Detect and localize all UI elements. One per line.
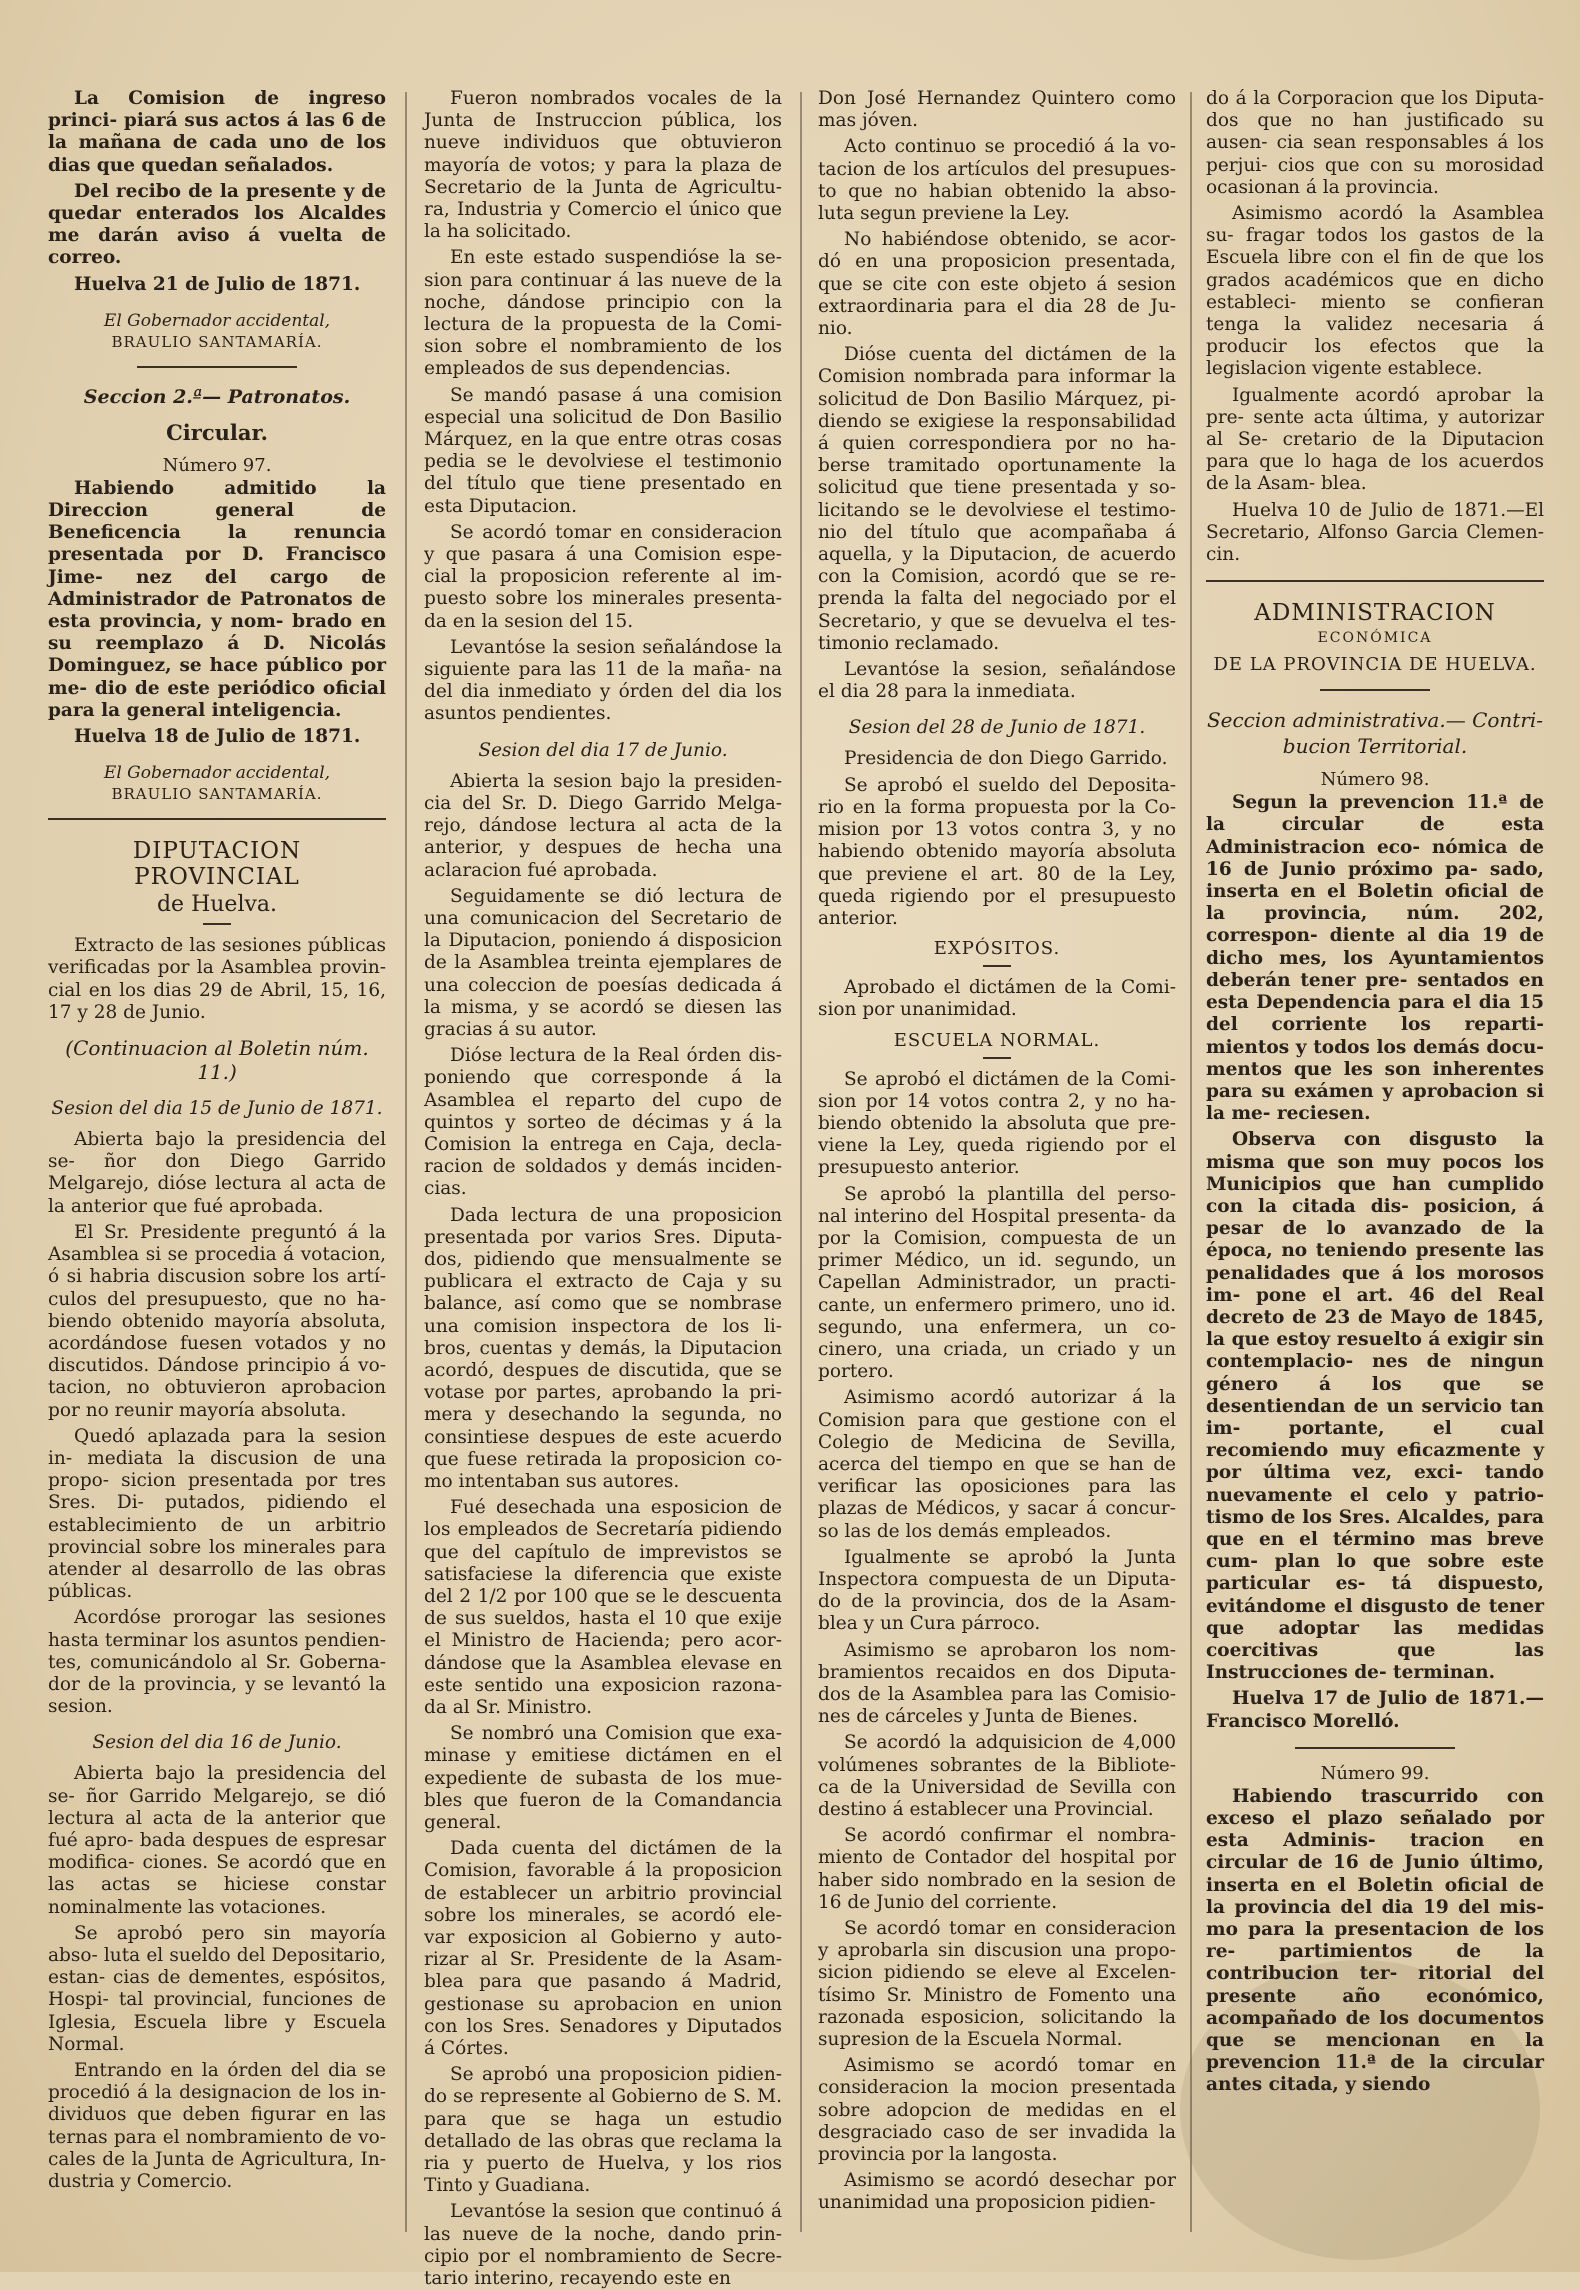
paragraph: Asimismo acordó autorizar á la Comision para que gestione con el Colegio de Medicina de Sevilla, acerca del tiempo en que se han de verificar las oposiciones para las plazas de Médicos, y sacar á concur- so las de los demás empleados. xyxy=(818,1387,1176,1542)
paragraph: Se acordó la adquisicion de 4,000 volúmenes sobrantes de la Bibliote- ca de la Universidad de Sevilla con destino á establecer una Provincial. xyxy=(818,1732,1176,1821)
paragraph: do á la Corporacion que los Diputa- dos que no han justificado su ausen- cia sean responsables á los perjui- cios que con su morosidad ocasionan á la provincia. xyxy=(1206,88,1544,198)
session-heading: Sesion del dia 16 de Junio. xyxy=(92,1732,342,1754)
session-heading: Sesion del dia 15 de Junio de 1871. xyxy=(51,1098,383,1120)
extracto-paragraph: Extracto de las sesiones públicas verificadas por la Asamblea provin- cial en los dias 29 de Abril, 15, 16, 17 y 28 de Junio. xyxy=(48,935,386,1023)
paragraph: Habiendo admitido la Direccion general de Beneficencia la renuncia presentada por D. Francisco Jime- nez del cargo de Administrador de Patronatos de esta provincia, y nom- brado en su reemplazo á D. Nicolás Dominguez, se hace público por me- dio de este periódico oficial para la general inteligencia. xyxy=(48,477,386,721)
column-4 xyxy=(1200,88,1550,2272)
paragraph: Se aprobó el dictámen de la Comi- sion por 14 votos contra 2, y no ha- biendo obtenido la absoluta que pre- viene la Ley, queda rigiendo por el presupuesto anterior. xyxy=(818,1068,1176,1179)
paragraph: Don José Hernandez Quintero como mas jóven. xyxy=(818,88,1176,132)
diputacion-subtitle: de Huelva. xyxy=(156,892,278,918)
paragraph: Abierta la sesion bajo la presiden- cia del Sr. D. Diego Garrido Melga- rejo, dándose lectura al acta de la anterior, y despues de hecha una aclaracion fué aprobada. xyxy=(424,770,782,881)
column-2 xyxy=(418,88,788,2290)
paragraph: Se acordó confirmar el nombra- miento de Contador del hospital por haber sido nombrado en la sesion de 16 de Junio del corriente. xyxy=(818,1825,1176,1913)
section-heading: Seccion 2.ª— Patronatos. xyxy=(83,385,351,408)
paragraph: Se aprobó el sueldo del Deposita- rio en la forma propuesta por la Co- mision por 13 votos contra 3, y no habiendo obtenido mayoría absoluta que previene el art. 80 de la Ley, queda rigiendo por el presupuesto anterior. xyxy=(818,774,1176,929)
column-3 xyxy=(812,88,1182,2272)
paragraph: Acordóse prorogar las sesiones hasta terminar los asuntos pendien- tes, comunicándolo al Sr. Goberna- dor de la provincia, y se levantó la sesion. xyxy=(48,1607,386,1718)
session-heading: Sesion del dia 17 de Junio. xyxy=(478,739,728,761)
paragraph: Dada lectura de una proposicion presentada por varios Sres. Diputa- dos, pidiendo que mensualmente se publicara el extracto de Caja y su balance, así como que se nombrase una comision inspectora de los li- bros, cuentas y demás, la Diputacion acordó, despues de discutida, que se votase por partes, aprobando la pri- mera y desechando la segunda, no consintiese despues de este acuerdo que fuese retirada la proposicion co- mo intentaban sus autores. xyxy=(424,1204,782,1492)
paragraph: Asimismo acordó la Asamblea su- fragar todos los gastos de la Escuela libre con el fin de que los grados académicos que en dicho estableci- miento se confieran tenga la validez necesaria á producir los efectos que la legislacion vigente establece. xyxy=(1206,203,1544,380)
paragraph: Habiendo trascurrido con exceso el plazo señalado por esta Adminis- tracion en circular de 16 de Junio último, inserta en el Boletin oficial de la provincia del dia 19 del mis- mo para la presentacion de los re- partimientos de la contribucion ter- ritorial del presente año económico, acompañado de los documentos que se mencionan en la prevencion 11.ª de la circular antes citada, y siendo xyxy=(1206,1785,1544,2096)
notice-99 xyxy=(1206,1786,1544,2097)
paragraph: Abierta bajo la presidencia del se- ñor don Diego Garrido Melgarejo, dióse lectura al acta de la anterior que fué aprobada. xyxy=(48,1129,386,1217)
divider xyxy=(1295,1747,1455,1749)
paragraph: Dada cuenta del dictámen de la Comision, favorable á la proposicion de establecer un arbitrio provincial sobre los minerales, se acordó ele- var exposicion al Gobierno y auto- rizar al Sr. Presidente de la Asam- blea para que pasando á Madrid, gestionase su aprobacion en union con los Sres. Senadores y Diputados á Córtes. xyxy=(424,1838,782,2060)
paragraph: Fué desechada una esposicion de los empleados de Secretaría pidiendo que del capítulo de imprevistos se satisfaciese la diferencia que existe del 2 1/2 por 100 que se le descuenta de sus sueldos, hasta el 10 que exije el Ministro de Hacienda; pero acor- dándose que la Asamblea elevase en este sentido una exposicion razona- da al Sr. Ministro. xyxy=(424,1497,782,1719)
number-heading: Número 99. xyxy=(1320,1762,1430,1784)
paragraph: Del recibo de la presente y de quedar enterados los Alcaldes me darán aviso á vuelta de correo. xyxy=(48,180,386,269)
paragraph: Entrando en la órden del dia se procedió á la designacion de los in- dividuos que deben figurar en las ternas para el nombramiento de vo- cales de la Junta de Agricultura, In- dustria y Comercio. xyxy=(48,2060,386,2193)
paragraph: Levantóse la sesion señalándose la siguiente para las 11 de la maña- na del dia inmediato y órden del dia los asuntos pendientes. xyxy=(424,636,782,725)
administracion-province: DE LA PROVINCIA DE HUELVA. xyxy=(1213,654,1537,676)
divider xyxy=(983,965,1011,967)
paragraph: Abierta bajo la presidencia del se- ñor Garrido Melgarejo, se dió lectura al acta de la anterior que fué apro- bada despues de espresar modifica- ciones. Se acordó que en las actas se hiciese constar nominalmente las votaciones. xyxy=(48,1763,386,1918)
paragraph: Fueron nombrados vocales de la Junta de Instruccion pública, los nueve individuos que obtuvieron mayoría de votos; y para la plaza de Secretario de la Junta de Agricultu- ra, Industria y Comercio el único que la ha solicitado. xyxy=(424,88,782,243)
column-1 xyxy=(42,88,392,2272)
paragraph: Huelva 10 de Julio de 1871.—El Secretario, Alfonso Garcia Clemen- cin. xyxy=(1206,499,1544,566)
paragraph: El Sr. Presidente preguntó á la Asamblea si se procedia á votacion, ó si habria discusion sobre los artí- culos del presupuesto, que no ha- biendo obtenido mayoría absoluta, acordándose fuesen votados y no discutidos. Dándose principio á vo- tacion, no obtuvieron aprobacion por no reunir mayoría absoluta. xyxy=(48,1221,386,1421)
paragraph: Dióse lectura de la Real órden dis- poniendo que corresponde á la Asamblea el reparto del cupo de quintos y sorteo de décimas y á la Comision la entrega en Caja, decla- racion de soldados y demás inciden- cias. xyxy=(424,1045,782,1200)
column-rule xyxy=(1190,92,1192,2232)
signature-name: BRAULIO SANTAMARÍA. xyxy=(111,785,323,804)
paragraph: Presidencia de don Diego Garrido. xyxy=(844,748,1168,770)
column-rule xyxy=(405,92,407,2232)
signature-title: El Gobernador accidental, xyxy=(103,763,331,784)
paragraph: La Comision de ingreso princi- piará sus actos á las 6 de la mañana de cada uno de los dias que quedan señalados. xyxy=(48,88,386,176)
divider xyxy=(137,366,297,368)
paragraph: Se acordó tomar en consideracion y que pasara á una Comision espe- cial la proposicion referente al im- puesto sobre los minerales presenta- da en la sesion del 15. xyxy=(424,521,782,632)
diputacion-title: DIPUTACION PROVINCIAL xyxy=(132,838,302,891)
number-heading: Número 98. xyxy=(1320,769,1430,791)
dateline: Huelva 21 de Julio de 1871. xyxy=(74,273,361,295)
paragraph: Igualmente se aprobó la Junta Inspectora compuesta de un Diputa- do de la provincia, dos de la Asam- blea y un Cura párroco. xyxy=(818,1546,1176,1635)
paragraph: Asimismo se aprobaron los nom- bramientos recaidos en dos Diputa- dos de la Asamblea para las Comisio- nes de cárceles y Junta de Bienes. xyxy=(818,1639,1176,1728)
signature-name: BRAULIO SANTAMARÍA. xyxy=(111,332,323,351)
dateline: Huelva 18 de Julio de 1871. xyxy=(74,726,361,748)
section-heading: Seccion administrativa.— Contri- bucion Territorial. xyxy=(1206,708,1544,759)
paragraph: Se aprobó pero sin mayoría abso- luta el sueldo del Depositario, estan- cias de dementes, espósitos, Hospi- tal provincial, funciones de Iglesia, Escuela libre y Escuela Normal. xyxy=(48,1922,386,2055)
administracion-title: ADMINISTRACION xyxy=(1254,600,1496,627)
signature-title: El Gobernador accidental, xyxy=(103,310,331,331)
paragraph: No habiéndose obtenido, se acor- dó en una proposicion presentada, que se cite con este objeto á sesion extraordinaria para el dia 28 de Ju- nio. xyxy=(818,229,1176,340)
paragraph: Levantóse la sesion que continuó á las nueve de la noche, dando prin- cipio por el nombramiento de Secre- tario interino, recayendo este en xyxy=(424,2201,782,2290)
paragraph: Quedó aplazada para la sesion in- mediata la discusion de una propo- sicion presentada por tres Sres. Di- putados, pidiendo el establecimiento de un arbitrio provincial sobre los minerales para atender al desarrollo de las obras públicas. xyxy=(48,1425,386,1603)
session-heading: Sesion del 28 de Junio de 1871. xyxy=(848,717,1146,739)
paragraph: Se acordó tomar en consideracion y aprobarla sin discusion una propo- sicion pidiendo se eleve al Excelen- tísimo Sr. Ministro de Fomento una razonada esposicion, solicitando la supresion de la Escuela Normal. xyxy=(818,1918,1176,2051)
administracion-subtitle: ECONÓMICA xyxy=(1317,630,1433,647)
circular-body xyxy=(48,478,386,748)
notice-98 xyxy=(1206,792,1544,1733)
paragraph: En este estado suspendióse la se- sion para continuar á las nueve de la noche, dándose principio con la lectura de la propuesta de la Comi- sion sobre el nombramiento de los empleados de sus dependencias. xyxy=(424,247,782,380)
divider xyxy=(1206,580,1544,582)
paragraph: Levantóse la sesion, señalándose el dia 28 para la inmediata. xyxy=(818,659,1176,703)
dateline: Huelva 17 de Julio de 1871.— Francisco Morelló. xyxy=(1206,1688,1544,1732)
paragraph: Se aprobó la plantilla del perso- nal interino del Hospital presenta- da por la Comision, compuesta de un primer Médico, un id. segundo, un Capellan Administrador, un practi- cante, un enfermero primero, uno id. segundo, una enfermera, un co- cinero, una criada, un criado y un portero. xyxy=(818,1183,1176,1383)
circular-heading: Circular. xyxy=(166,419,268,445)
paragraph: Igualmente acordó aprobar la pre- sente acta última, y autorizar al Se- cretario de la Diputacion para que lo haga de los acuerdos de la Asam- blea. xyxy=(1206,384,1544,495)
paragraph: Se nombró una Comision que exa- minase y emitiese dictámen en el expediente de subasta de los mue- bles que fueron de la Comandancia general. xyxy=(424,1723,782,1834)
ingreso-notice xyxy=(48,88,386,296)
divider xyxy=(983,1057,1011,1059)
expositos-heading: EXPÓSITOS. xyxy=(933,938,1061,960)
paragraph: Aprobado el dictámen de la Comi- sion por unanimidad. xyxy=(818,977,1176,1021)
divider xyxy=(1320,689,1430,691)
paragraph: Observa con disgusto la misma que son muy pocos los Municipios que han cumplido con la citada dis- posicion, á pesar de lo avanzado de la época, no teniendo presente las penalidades que á los morosos im- pone el art. 46 del Real decreto de 23 de Mayo de 1845, la que estoy resuelto á exigir sin contemplacio- nes de ningun género á los que se desentiendan de un servicio tan im- portante, el cual recomiendo muy eficazmente y por última vez, exci- tando nuevamente el celo y patrio- tismo de los Sres. Alcaldes, para que en el término mas breve cum- plan lo que sobre este particular es- tá dispuesto, evitándome el disgusto de tener que adoptar las medidas coercitivas que las Instrucciones de- terminan. xyxy=(1206,1129,1544,1684)
paragraph: Se mandó pasase á una comision especial una solicitud de Don Basilio Márquez, en la que entre otras cosas pedia se le devolviese el testimonio del título que tiene presentado en esta Diputacion. xyxy=(424,384,782,517)
paragraph: Seguidamente se dió lectura de una comunicacion del Secretario de la Diputacion, poniendo á disposicion de la Asamblea treinta ejemplares de una coleccion de poesías dedicada á la misma, y se acordó se diesen las gracias á su autor. xyxy=(424,885,782,1040)
escuela-heading: ESCUELA NORMAL. xyxy=(893,1029,1101,1051)
divider xyxy=(48,818,386,820)
paragraph: Acto continuo se procedió á la vo- tacion de los artículos del presupues- to que no habian obtenido la abso- luta segun previene la Ley. xyxy=(818,136,1176,225)
paragraph: Asimismo se acordó desechar por unanimidad una proposicion pidien- xyxy=(818,2170,1176,2214)
continuation-note: (Continuacion al Boletin núm. 11.) xyxy=(65,1036,369,1085)
column-rule xyxy=(800,92,802,2232)
paragraph: Asimismo se acordó tomar en consideracion la mocion presentada sobre adopcion de medidas en el desgraciado caso de ser invadida la provincia por la langosta. xyxy=(818,2055,1176,2166)
paragraph: Dióse cuenta del dictámen de la Comision nombrada para informar la solicitud de Don Basilio Márquez, pi- diendo se exigiese la responsabilidad á quien correspondiera por no ha- berse tramitado oportunamente la solicitud que tiene presentada y so- licitando se le devolviese el testimo- nio del título que acompañaba á aquella, y la Diputacion, de acuerdo con la Comision, acordó que se re- prenda la falta del negociado por el Secretario, y que se devuelva el tes- timonio reclamado. xyxy=(818,344,1176,654)
paragraph: Segun la prevencion 11.ª de la circular de esta Administracion eco- nómica de 16 de Junio próximo pa- sado, inserta en el Boletin oficial de la provincia, núm. 202, correspon- diente al dia 19 de dicho mes, los Ayuntamientos deberán tener pre- sentados en esta Dependencia para el dia 15 del corriente los reparti- mientos y todos los demás docu- mentos que les son inherentes para su exámen y aprobacion si la me- reciesen. xyxy=(1206,792,1544,1125)
divider xyxy=(203,923,231,925)
number-heading: Número 97. xyxy=(162,454,272,476)
paragraph: Se aprobó una proposicion pidien- do se represente al Gobierno de S. M. para que se haga un estudio detallado de las obras que reclama la ria y puerto de Huelva, y los rios Tinto y Guadiana. xyxy=(424,2064,782,2197)
